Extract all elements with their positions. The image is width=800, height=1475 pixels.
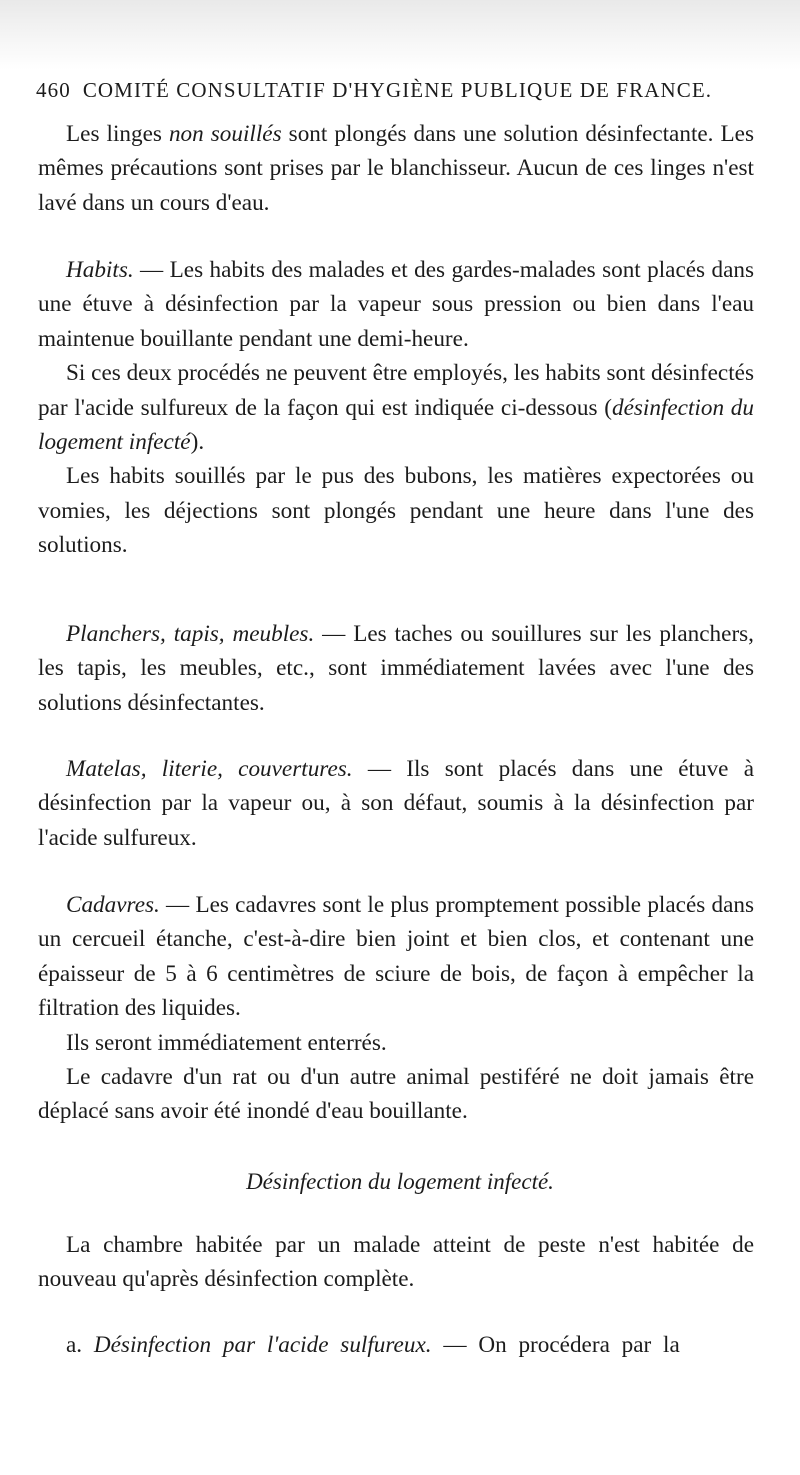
paragraph-habits-1: Habits. — Les habits des malades et des gardes-malades sont placés dans une étuve à désinfection par la vapeur sous pression ou bien dans l'eau maintenue bouillante pendant une demi-heure. — [38, 257, 754, 352]
paragraph-cadavres-1: Cadavres. — Les cadavres sont le plus promptement possible placés dans un cercueil étanche, c'est-à-dire bien joint et bien clos, et contenant une épaisseur de 5 à 6 centimètres de sciure de bois, de façon à empêcher la filtration des liquides. — [38, 892, 754, 1022]
lead-cadavres: Cadavres. — [66, 892, 160, 918]
paragraph-chambre — [38, 1228, 754, 1297]
paragraph-planchers: Planchers, tapis, meubles. — Les taches ou souillures sur les planchers, les tapis, les meubles, etc., sont immédiatement lavées avec l'une des solutions désinfectantes. — [38, 621, 754, 716]
section-cadavres — [38, 888, 754, 1129]
paragraph-linges-text: Les linges non souillés sont plongés dans une solution désinfectante. Les mêmes précautions sont prises par le blanchisseur. Aucun de ces linges n'est lavé dans un cours d'eau. — [38, 121, 754, 216]
page-number: 460 — [36, 78, 71, 102]
paragraph-matelas: Matelas, literie, couvertures. — Ils sont placés dans une étuve à désinfection par la vapeur ou, à son défaut, soumis à la désinfection par l'acide sulfureux. — [38, 756, 755, 851]
emphasis-non-souilles: non souillés — [168, 121, 282, 147]
emphasis-desinfection-logement: désinfection du logement infecté — [38, 394, 754, 456]
paragraph-habits-3: Les habits souillés par le pus des bubons, les matières expectorées ou vomies, les déjections sont plongés pendant une heure dans l'une des solutions. — [38, 463, 754, 559]
lead-acide-sulfureux: Désinfection par l'acide sulfureux. — [93, 1332, 432, 1358]
lead-matelas: Matelas, literie, couvertures. — [66, 756, 353, 782]
section-heading-desinfection: Désinfection du logement infecté. — [246, 1169, 554, 1194]
lead-planchers: Planchers, tapis, meubles. — [66, 621, 315, 647]
list-item-a-text: a. Désinfection par l'acide sulfureux. — On procédera par la — [66, 1332, 680, 1358]
lead-habits: Habits. — [66, 257, 134, 283]
list-item-a — [38, 1328, 754, 1362]
section-habits — [38, 253, 754, 563]
running-header — [36, 78, 736, 103]
list-marker-a: a. — [66, 1332, 83, 1358]
paragraph-cadavres-3: Le cadavre d'un rat ou d'un autre animal pestiféré ne doit jamais être déplacé sans avoir été inondé d'eau bouillante. — [38, 1064, 754, 1125]
section-matelas — [38, 752, 754, 855]
paragraph-cadavres-2: Ils seront immédiatement enterrés. — [66, 1029, 387, 1056]
running-title: COMITÉ CONSULTATIF D'HYGIÈNE PUBLIQUE DE FRANCE. — [82, 78, 713, 102]
section-planchers — [38, 617, 754, 720]
paragraph-habits-2: Si ces deux procédés ne peuvent être employés, les habits sont désinfectés par l'acide sulfureux de la façon qui est indiquée ci-dessous (désinfection du logement infecté). — [38, 360, 754, 456]
paragraph-linges — [38, 117, 754, 220]
paragraph-chambre-text: La chambre habitée par un malade atteint de peste n'est habitée de nouveau qu'après désinfection complète. — [38, 1232, 754, 1293]
